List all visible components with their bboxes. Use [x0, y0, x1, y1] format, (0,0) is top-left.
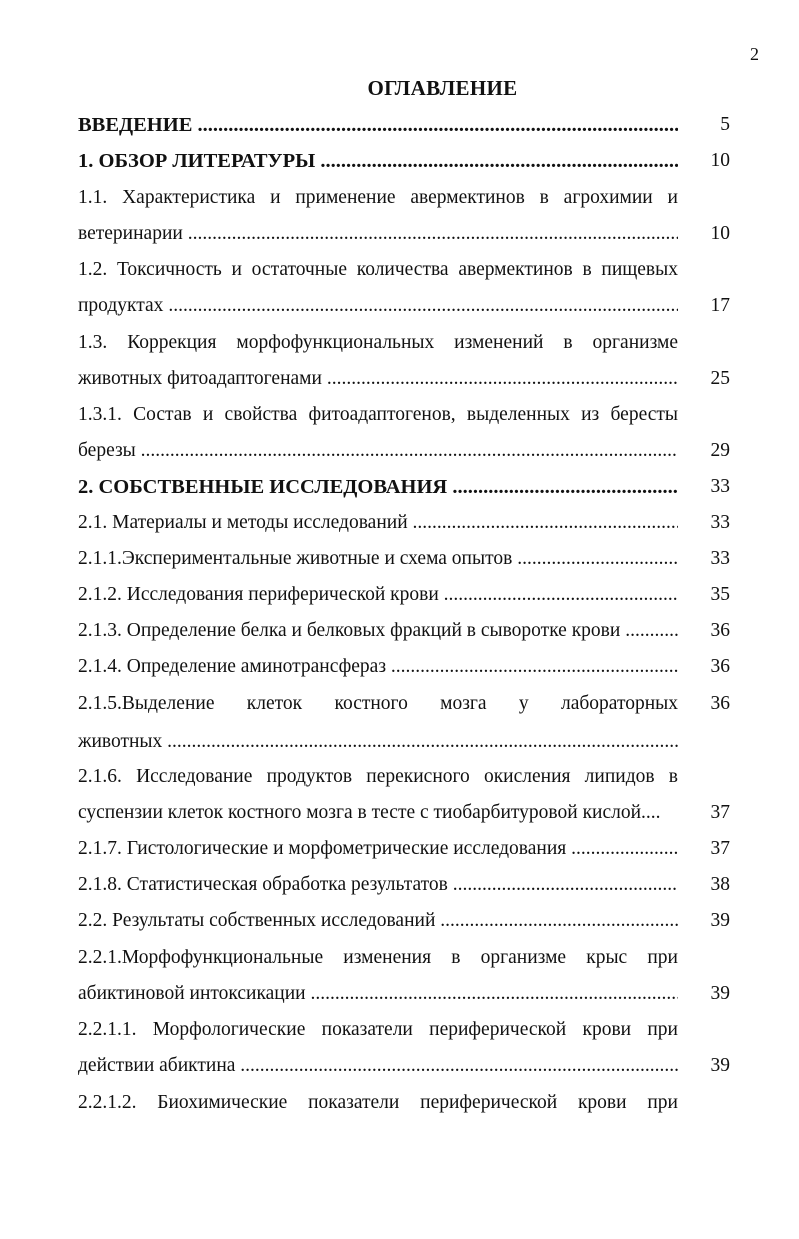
toc-entry-page: 35 [710, 584, 730, 605]
toc-entry-text: ВВЕДЕНИЕ ..... [78, 110, 678, 140]
toc-entry-2-1-3[interactable] [78, 616, 730, 646]
toc-entry-text: животных фитоадаптогенами ..... [78, 364, 678, 394]
toc-entry-2-2[interactable] [78, 906, 730, 936]
toc-entry-2-1-1[interactable] [78, 544, 730, 574]
toc-entry-page: 36 [710, 620, 730, 641]
toc-entry-2-1-8[interactable] [78, 870, 730, 900]
toc-entry-2-2-1-line2[interactable] [78, 979, 730, 1009]
toc-entry-1-1-line1[interactable] [78, 183, 730, 213]
toc-entry-page: 29 [710, 440, 730, 461]
toc-entry-1-3-1-line2[interactable] [78, 436, 730, 466]
toc-entry-1-2-line2[interactable] [78, 291, 730, 321]
toc-entry-text: 1.3.1. Состав и свойства фитоадаптогенов, выделенных из бересты [78, 404, 678, 425]
toc-entry-page: 36 [710, 656, 730, 677]
toc-entry-text: 1.3. Коррекция морфофункциональных изменений в организме [78, 332, 678, 353]
toc-entry-1-3-line1[interactable] [78, 328, 730, 358]
toc-entry-page: 39 [710, 983, 730, 1004]
toc-entry-text: абиктиновой интоксикации ..... [78, 979, 678, 1009]
toc-entry-1-1-line2[interactable] [78, 219, 730, 249]
toc-entry-text: 1.1. Характеристика и применение авермектинов в агрохимии и [78, 187, 678, 208]
toc-entry-page: 33 [710, 512, 730, 533]
toc-entry-text: 2.1.8. Статистическая обработка результатов ..... [78, 870, 678, 900]
toc-entry-2-1-7[interactable] [78, 834, 730, 864]
toc-entry-page: 25 [710, 368, 730, 389]
toc-entry-2-1-5-line1[interactable] [78, 689, 730, 719]
toc-title: ОГЛАВЛЕНИЕ [367, 76, 518, 100]
toc-entry-text: 2.1.5.Выделение клеток костного мозга у лабораторных [78, 693, 678, 714]
toc-entry-text: продуктах ..... [78, 291, 678, 321]
toc-entry-2-1-6-line2[interactable] [78, 798, 730, 828]
toc-entry-page: 17 [710, 295, 730, 316]
toc-entry-page: 10 [710, 223, 730, 244]
toc-entry-1-3-line2[interactable] [78, 364, 730, 394]
toc-entry-text: 2.1.3. Определение белка и белковых фракций в сыворотке крови ..... [78, 616, 678, 646]
toc-entry-text: ветеринарии ..... [78, 219, 678, 249]
toc-entry-text: 2.1.4. Определение аминотрансфераз ..... [78, 652, 678, 682]
toc-entry-text: действии абиктина ..... [78, 1051, 678, 1081]
toc-entry-2-2-1-line1[interactable] [78, 943, 730, 973]
toc-entry-text: суспензии клеток костного мозга в тесте с тиобарбитуровой кислой.... [78, 802, 661, 823]
toc-entry-text: березы ..... [78, 436, 678, 466]
toc-entry-2-1-6-line1[interactable] [78, 762, 730, 792]
toc-entry-2-2-1-1-line2[interactable] [78, 1051, 730, 1081]
toc-entry-text: 1. ОБЗОР ЛИТЕРАТУРЫ ..... [78, 146, 678, 176]
toc-entry-page: 39 [710, 1055, 730, 1076]
toc-entry-page: 5 [720, 114, 730, 135]
toc-entry-text: 2.2.1.Морфофункциональные изменения в организме крыс при [78, 947, 678, 968]
page-number: 2 [750, 44, 759, 64]
toc-entry-2-1-5-line2[interactable] [78, 727, 730, 757]
toc-entry-1-3-1-line1[interactable] [78, 400, 730, 430]
toc-entry-2[interactable] [78, 472, 730, 502]
toc-entry-text: 2.1.1.Экспериментальные животные и схема опытов ..... [78, 544, 678, 574]
toc-entry-1[interactable] [78, 146, 730, 176]
toc-entry-page: 33 [710, 548, 730, 569]
toc-entry-text: 2.2.1.2. Биохимические показатели периферической крови при [78, 1092, 678, 1113]
toc-entry-page: 39 [710, 910, 730, 931]
toc-entry-intro[interactable] [78, 110, 730, 140]
toc-entry-page: 33 [710, 476, 730, 497]
toc-entry-page: 37 [710, 838, 730, 859]
toc-entry-text: животных ..... [78, 727, 678, 757]
toc-entry-2-2-1-1-line1[interactable] [78, 1015, 730, 1045]
toc-entry-text: 2.1.6. Исследование продуктов перекисного окисления липидов в [78, 766, 678, 787]
toc-entry-text: 2.2. Результаты собственных исследований ..... [78, 906, 678, 936]
toc-entry-text: 2.2.1.1. Морфологические показатели периферической крови при [78, 1019, 678, 1040]
toc-entry-text: 1.2. Токсичность и остаточные количества авермектинов в пищевых [78, 259, 678, 280]
toc-entry-2-1[interactable] [78, 508, 730, 538]
toc-entry-text: 2.1. Материалы и методы исследований ..... [78, 508, 678, 538]
toc-entry-page: 36 [710, 693, 730, 714]
toc-entry-text: 2.1.7. Гистологические и морфометрические исследования ..... [78, 834, 678, 864]
toc-entry-2-2-1-2-line1[interactable] [78, 1088, 730, 1118]
toc-entry-2-1-2[interactable] [78, 580, 730, 610]
toc-entry-page: 37 [710, 802, 730, 823]
toc-entry-page: 10 [710, 150, 730, 171]
toc-entry-text: 2. СОБСТВЕННЫЕ ИССЛЕДОВАНИЯ ..... [78, 472, 678, 502]
toc-entry-1-2-line1[interactable] [78, 255, 730, 285]
toc-entry-page: 38 [710, 874, 730, 895]
toc-entry-text: 2.1.2. Исследования периферической крови ..... [78, 580, 678, 610]
toc-entry-2-1-4[interactable] [78, 652, 730, 682]
